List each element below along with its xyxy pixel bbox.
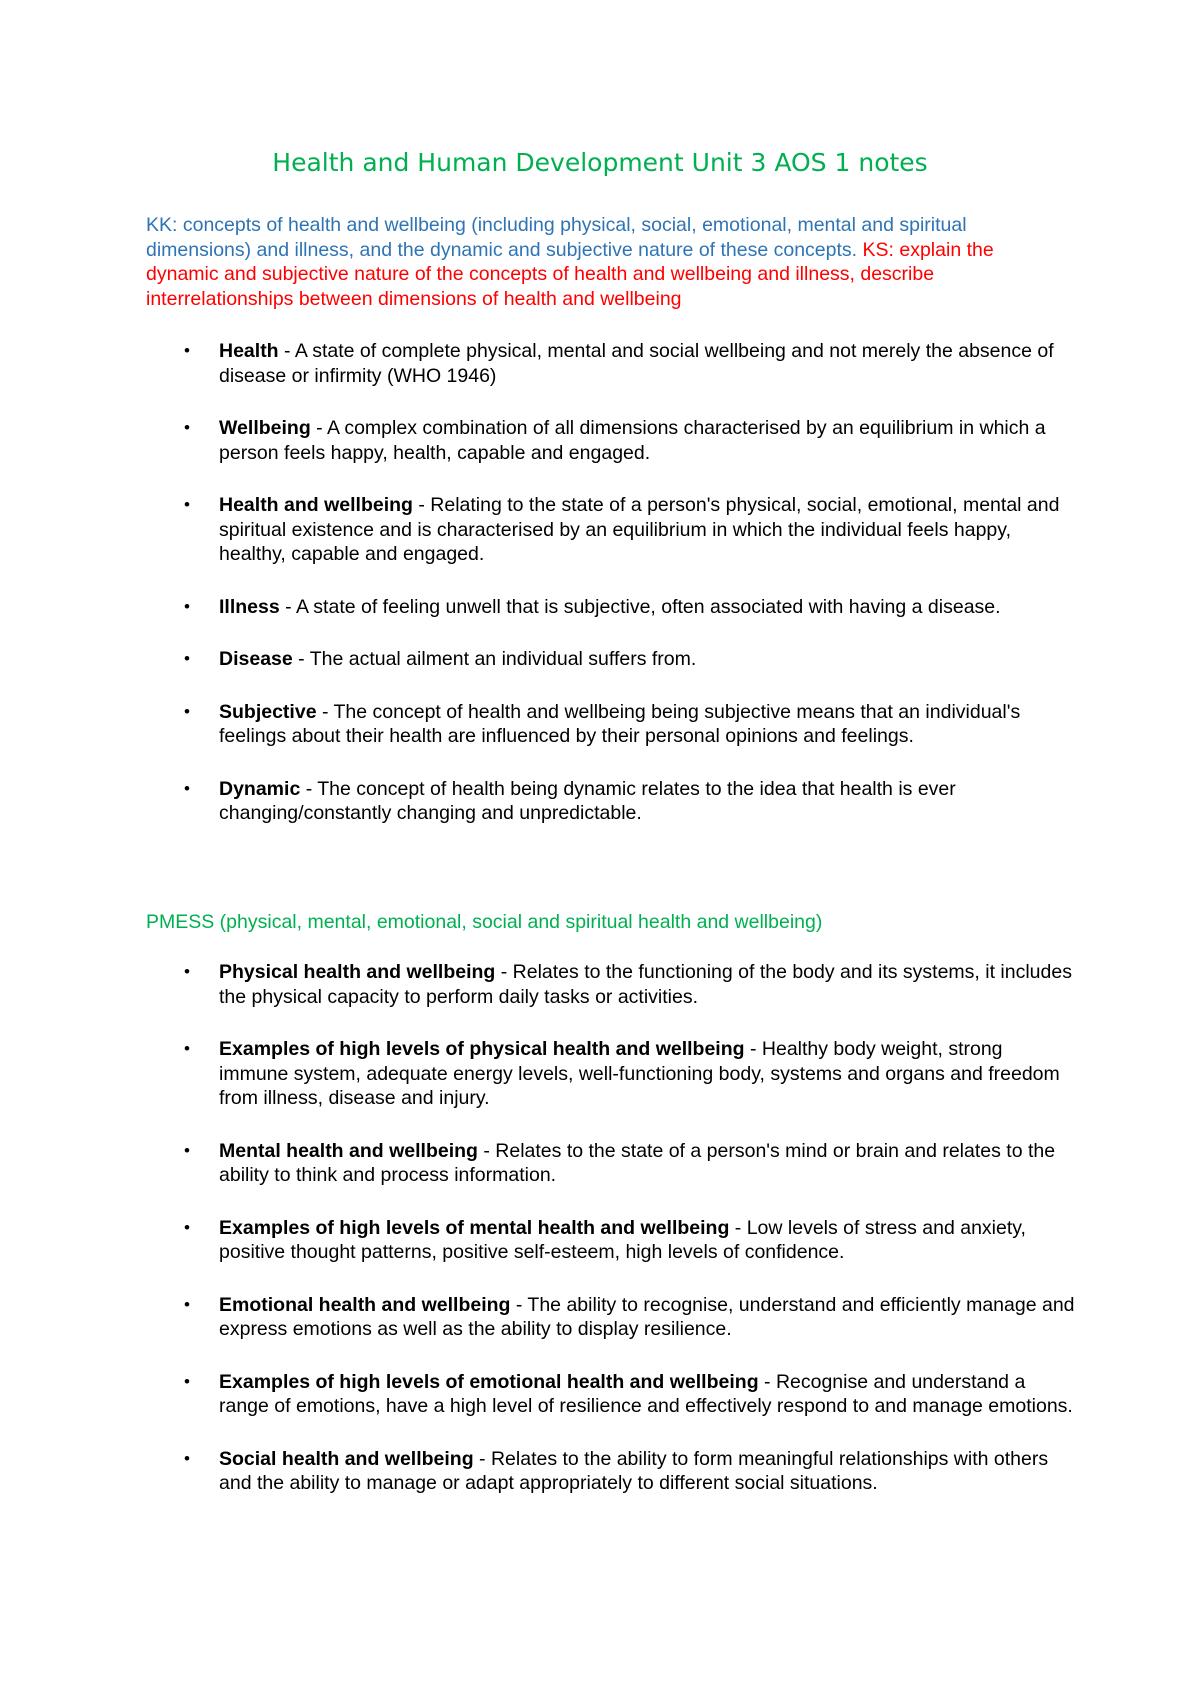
bullet-icon: • [184,1217,190,1237]
list-item [146,1293,1076,1342]
definition-term: Wellbeing [219,417,311,439]
key-skills-text: KS: explain the dynamic and subjective nature of the concepts of health and wellbeing and illness, describe interrelationships between dimensions of health and wellbeing [146,238,994,310]
bullet-icon: • [184,495,190,514]
key-knowledge-text: KK: concepts of health and wellbeing (including physical, social, emotional, mental and spiritual dimensions) and illness, and the dynamic and subjective nature of these concepts. [146,214,967,261]
bullet-icon: • [184,1371,190,1391]
bullet-icon: • [184,778,190,798]
definition-text: - Recognise and understand a range of emotions, have a high level of resilience and effectively respond to and manage emotions. [219,1370,1073,1417]
definition-term: Health and wellbeing [219,494,413,516]
definition-text: - Relates to the state of a person's mind or brain and relates to the ability to think and process information. [219,1139,1056,1186]
definition-term: Examples of high levels of physical health and wellbeing [219,1038,745,1060]
list-item [146,493,1076,567]
definition-term: Illness [219,595,280,618]
list-item [146,777,1076,826]
definition-term: Dynamic [219,777,301,800]
definition-text: - Healthy body weight, strong immune system, adequate energy levels, well-functioning body, systems and organs and freedom from illness, disease and injury. [219,1038,1060,1109]
definition-text: - The concept of health and wellbeing being subjective means that an individual's feelings about their health are influenced by their personal opinions and feelings. [219,700,1021,747]
definition-text: - Relating to the state of a person's physical, social, emotional, mental and spiritual existence and is characterised by an equilibrium in which the individual feels happy, healthy, capable and engaged. [219,494,1060,565]
definition-text: - Low levels of stress and anxiety, positive thought patterns, positive self-esteem, high levels of confidence. [219,1216,1026,1263]
definition-text: - Relates to the ability to form meaningful relationships with others and the ability to manage or adapt appropriately to different social situations. [219,1447,1049,1494]
list-item [146,1216,1076,1265]
bullet-icon: • [184,649,190,668]
intro-paragraph [146,213,1071,311]
bullet-icon: • [184,341,190,360]
definitions-list [146,339,1076,854]
definition-term: Examples of high levels of emotional health and wellbeing [219,1370,759,1393]
pmess-list [146,960,1076,1524]
definition-text: - A state of complete physical, mental and social wellbeing and not merely the absence of disease or infirmity (WHO 1946) [219,340,1054,387]
definition-term: Disease [219,648,293,670]
definition-text: - The actual ailment an individual suffers from. [292,648,697,670]
definition-text: - Relates to the functioning of the body and its systems, it includes the physical capacity to perform daily tasks or activities. [219,961,1072,1008]
definition-term: Examples of high levels of mental health and wellbeing [219,1216,730,1239]
definition-text: - A state of feeling unwell that is subjective, often associated with having a disease. [279,595,1001,618]
bullet-icon: • [184,596,190,616]
definition-term: Subjective [219,700,317,723]
bullet-icon: • [184,418,190,437]
definition-term: Mental health and wellbeing [219,1139,478,1162]
definition-text: - The ability to recognise, understand and efficiently manage and express emotions as well as the ability to display resilience. [219,1293,1075,1340]
list-item [146,1370,1076,1419]
list-item [146,700,1076,749]
bullet-icon: • [184,1294,190,1314]
definition-term: Social health and wellbeing [219,1447,474,1470]
list-item [146,339,1076,388]
bullet-icon: • [184,1140,190,1160]
bullet-icon: • [184,701,190,721]
definition-term: Physical health and wellbeing [219,961,496,983]
list-item [146,647,1076,672]
list-item [146,960,1076,1009]
bullet-icon: • [184,1448,190,1468]
definition-text: - The concept of health being dynamic relates to the idea that health is ever changing/constantly changing and unpredictable. [219,777,956,824]
list-item [146,595,1076,620]
definition-text: - A complex combination of all dimensions characterised by an equilibrium in which a person feels happy, health, capable and engaged. [219,417,1046,464]
list-item [146,1037,1076,1111]
bullet-icon: • [184,1039,190,1058]
bullet-icon: • [184,962,190,981]
list-item [146,1139,1076,1188]
list-item [146,1447,1076,1496]
pmess-heading: PMESS (physical, mental, emotional, social and spiritual health and wellbeing) [146,911,823,933]
page-title: Health and Human Development Unit 3 AOS 1 notes [272,148,928,177]
list-item [146,416,1076,465]
definition-term: Health [219,340,279,362]
definition-term: Emotional health and wellbeing [219,1293,511,1316]
